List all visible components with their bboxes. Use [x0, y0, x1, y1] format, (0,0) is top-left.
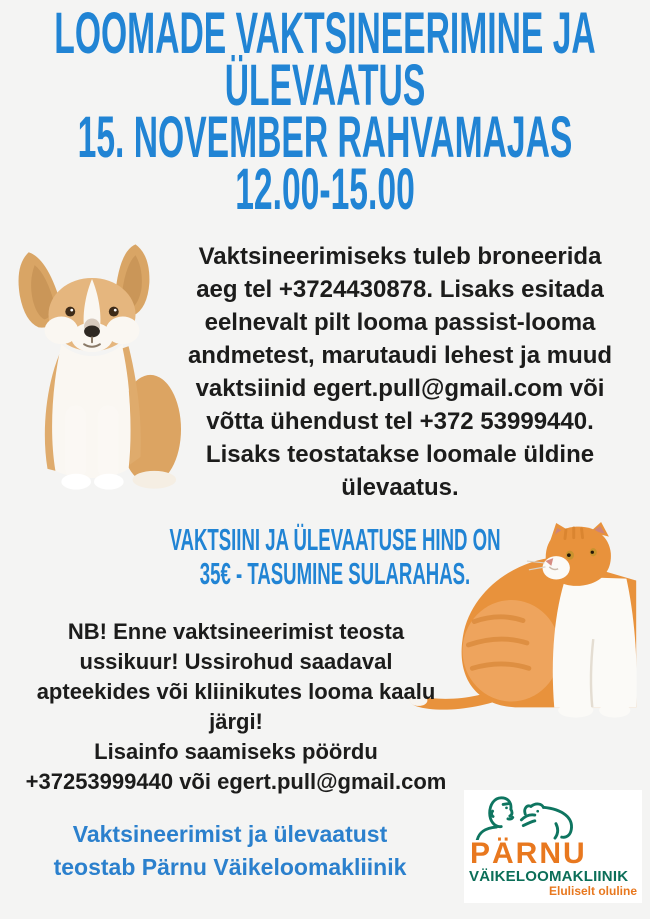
- clinic-logo: [464, 790, 642, 903]
- person-and-dog-line-art-icon: [468, 792, 593, 840]
- notice-line: +37253999440 või egert.pull@gmail.com: [25, 769, 447, 794]
- provider-line-2: teostab Pärnu Väikeloomakliinik: [53, 854, 407, 880]
- headline-line-1: LOOMADE VAKTSINEERIMINE JA: [54, 1, 596, 66]
- logo-tagline: Eluliselt oluline: [548, 884, 637, 898]
- intro-line: eelnevalt pilt looma passist-looma: [204, 309, 596, 336]
- price-line-2: 35€ - TASUMINE SULARAHAS.: [199, 556, 471, 591]
- notice-line: NB! Enne vaktsineerimist teosta: [67, 619, 405, 644]
- provider-note: [0, 818, 460, 884]
- headline-line-3: 15. NOVEMBER RAHVAMAJAS: [77, 105, 573, 170]
- notice-line: Lisainfo saamiseks pöördu: [94, 739, 378, 764]
- intro-paragraph: [140, 240, 650, 504]
- headline: [0, 1, 650, 222]
- intro-line: andmetest, marutaudi lehest ja muud: [187, 342, 613, 369]
- intro-line: võtta ühendust tel +372 53999440.: [206, 408, 594, 435]
- intro-line: aeg tel +3724430878. Lisaks esitada: [196, 276, 604, 303]
- notice-paragraph: [0, 617, 472, 797]
- price-line-1: VAKTSIINI JA ÜLEVAATUSE HIND ON: [169, 522, 501, 557]
- notice-line: ussikuur! Ussirohud saadaval: [79, 649, 393, 674]
- logo-city-name: PÄRNU: [470, 837, 587, 870]
- provider-line-1: Vaktsineerimist ja ülevaatust: [72, 821, 388, 847]
- notice-line: apteekides või kliinikutes looma kaalu: [36, 679, 436, 704]
- headline-line-4: 12.00-15.00: [235, 157, 415, 222]
- intro-line: vaktsiinid egert.pull@gmail.com või: [195, 375, 605, 402]
- intro-line: Lisaks teostatakse loomale üldine: [205, 441, 595, 468]
- notice-line: järgi!: [209, 709, 263, 734]
- intro-line: ülevaatus.: [341, 474, 459, 501]
- intro-line: Vaktsineerimiseks tuleb broneerida: [198, 243, 602, 270]
- headline-line-2: ÜLEVAATUS: [224, 53, 426, 118]
- logo-clinic-name: VÄIKELOOMAKLIINIK: [469, 868, 629, 885]
